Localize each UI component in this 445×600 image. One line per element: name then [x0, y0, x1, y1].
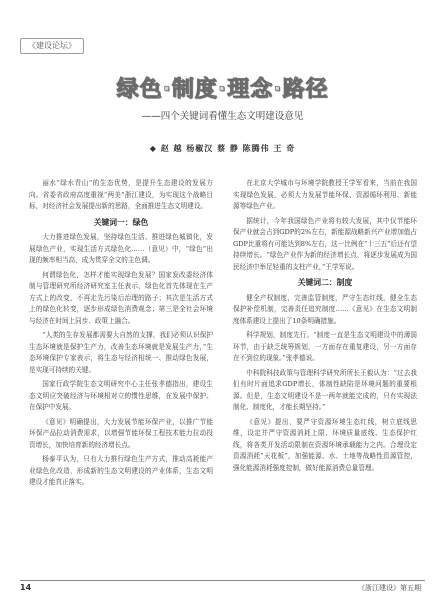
body-paragraph: 杨泰平认为，只有大力推行绿色生产方式，推动高耗能产业绿色化改造，形成新的生态文明建设的产业体系，生态文明建设才能真正落实。 [29, 455, 213, 486]
right-column [233, 178, 417, 477]
body-paragraph: 何谓绿色化，怎样才能实现绿色发展？国家发改委经济体制与管理研究所经济研究室主任表示，绿色化首先体现在生产方式上的改变，不再走先污染后治理的路子；其次是生活方式上的绿色化转变，逐步形成绿色消费观念；第三是全社会环境与经济在时间上同步、政策上融合。 [29, 270, 213, 325]
body-paragraph: 国家行政学院生态文明研究中心主任张孝德指出，建设生态文明应突破经济与环境相对立的惯性思维，在发展中保护、在保护中发展。 [29, 380, 213, 411]
article-subtitle: ——四个关键词看懂生态文明建设意见 [141, 111, 304, 122]
body-paragraph: “人类的生存发展都需要大自然的支撑，我们必须认识保护生态环境就是保护生产力，改善生态环境就是发展生产力，”生态环境保护专家表示，将生态与经济相统一、推动绿色发展，是实现可持续的关键。 [29, 331, 213, 374]
body-paragraph: 据统计，今年我国绿色产业将有较大发展，其中仅节能环保产业就会占到GDP的2%左右，新能源战略新兴产业增加值占GDP比重将有可能达到8%左右，这一比例在“十三五”后还有望持续增长。“绿色产业作为新的经济增长点，将逐步发展成为国民经济中举足轻重的支柱产业，”王学军说。 [233, 216, 417, 271]
section-tab: 《建设论坛》 [20, 38, 84, 54]
article-title: 绿色·制度·理念·路径 [116, 77, 329, 102]
footer-divider [20, 580, 425, 581]
body-paragraph: 在北京大学城市与环境学院教授王学军看来，当前在我国实现绿色发展，必须大力发展节能环保、资源循环利用、新能源等绿色产业。 [233, 179, 417, 210]
intro-paragraph: 丽水“绿水青山”的生态优势，是提升生态建设的发展方向。省委省政府高度重视“两美”浙江建设，为实现这个战略目标，对经济社会发展提出新的思路，全面推进生态文明建设。 [29, 179, 213, 210]
body-paragraph: 大力推进绿色发展，坚持绿色生活、推进绿色城镇化，发展绿色产业，实现生活方式绿色化……（意见）中，“绿色”出现的频率相当高，成为贯穿全文的主色调。 [29, 233, 213, 264]
article-authors: ◆ 赵 越 杨椒汉 蔡 静 陈腾伟 王 奇 [149, 143, 296, 153]
section-heading-system: 关键词二：制度 [297, 278, 353, 287]
body-paragraph: 中科院科技政策与管理科学研究所所长王毅认为：“过去我们有时片面追求GDP增长，体制性缺陷是环境问题的重要根源。但是，生态文明建设不是一两年就能完成的，只有实现法制化、制度化，才能长期坚持。” [233, 368, 417, 411]
body-paragraph: 科学规划，制度先行。“制度一直是生态文明建设中的薄弱环节，由于缺乏统筹规划，一方面存在重复建设，另一方面存在不到位的现象。”张孝德说。 [233, 331, 417, 362]
page-number: 14 [20, 583, 32, 592]
body-paragraph: 《意见》提出，要严守资源环境生态红线，树立底线思维，设定并严守资源消耗上限、环境质量底线、生态保护红线，将各类开发活动限制在资源环境承载能力之内。合理设定资源消耗“天花板”，加强能源、水、土地等战略性资源管控，强化能源消耗强度控制，做好能源消费总量管理。 [233, 417, 417, 472]
left-column [29, 178, 213, 492]
journal-issue: 《浙江建设》第五期 [358, 584, 421, 592]
body-paragraph: 《意见》明确提出，大力发展节能环保产业，以推广节能环保产品拉动消费需求，以增强节能环保工程技术能力拉动投资增长，加快培育新的经济增长点。 [29, 417, 213, 449]
body-paragraph: 健全产权制度，完善监管制度，严守生态红线，健全生态保护补偿机制，完善责任追究制度……《意见》在生态文明制度体系建设上提出了10条明确措施。 [233, 293, 417, 325]
section-heading-green: 关键词一：绿色 [93, 217, 149, 227]
